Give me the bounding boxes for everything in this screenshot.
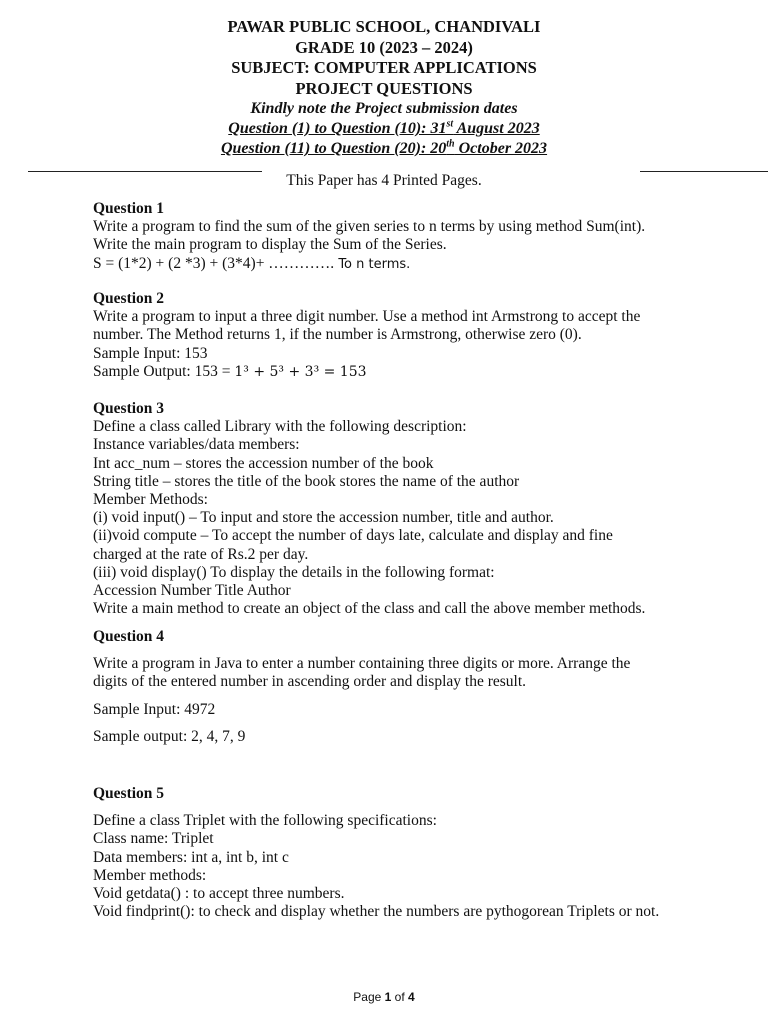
question-2-heading: Question 2 [93,290,165,307]
question-3-line: (iii) void display() To display the details in the following format: [93,563,495,581]
question-1-line: Write the main program to display the Sum of the Series. [93,236,447,254]
question-3-line: charged at the rate of Rs.2 per day. [93,545,309,563]
question-5-line: Void findprint(): to check and display whether the numbers are pythogorean Triplets or not. [93,903,660,921]
question-4-sample-input: Sample Input: 4972 [93,700,216,718]
page-footer [0,990,768,1004]
question-4 [93,628,753,746]
series-expression: S = (1*2) + (2 *3) + (3*4)+ …………. [93,254,335,272]
question-4-line: Write a program in Java to enter a number containing three digits or more. Arrange the [93,655,631,673]
school-name: PAWAR PUBLIC SCHOOL, CHANDIVALI [227,17,541,36]
question-3 [93,400,753,618]
question-2-sample-input: Sample Input: 153 [93,344,208,362]
question-3-line: Instance variables/data members: [93,436,300,454]
grade-line: GRADE 10 (2023 – 2024) [295,37,473,57]
question-2-line: number. The Method returns 1, if the number is Armstrong, otherwise zero (0). [93,326,582,344]
question-4-sample-output: Sample output: 2, 4, 7, 9 [93,727,246,745]
date2-prefix: Question (11) to Question (20): 20 [220,140,447,157]
question-5-line: Member methods: [93,866,207,884]
question-3-line: (i) void input() – To input and store the accession number, title and author. [93,509,554,527]
question-3-line: Accession Number Title Author [93,582,291,600]
subject-line: SUBJECT: COMPUTER APPLICATIONS [231,58,537,77]
document-header [0,17,768,159]
question-5-heading: Question 5 [93,785,165,802]
question-5-line: Define a class Triplet with the following specifications: [93,812,437,830]
submission-note: Kindly note the Project submission dates [250,100,518,117]
date1-prefix: Question (1) to Question (10): 31 [228,120,447,137]
question-2-sample-output [93,363,753,381]
question-3-line: (ii)void compute – To accept the number of days late, calculate and display and fine [93,527,613,545]
question-5-line: Class name: Triplet [93,830,214,848]
printed-pages-note: This Paper has 4 Printed Pages. [286,172,482,189]
question-1-series [93,255,753,274]
question-3-heading: Question 3 [93,400,165,417]
question-1-line: Write a program to find the sum of the given series to n terms by using method Sum(int). [93,218,646,236]
page-of-label: of [391,990,409,1004]
date2-suffix: October 2023 [454,140,548,157]
question-5-line: Data members: int a, int b, int c [93,848,289,866]
question-3-line: Define a class called Library with the following description: [93,418,467,436]
question-4-line: digits of the entered number in ascending order and display the result. [93,673,527,691]
date1-suffix: August 2023 [453,120,540,137]
question-2-line: Write a program to input a three digit number. Use a method int Armstrong to accept the [93,308,641,326]
question-3-line: Int acc_num – stores the accession number of the book [93,454,434,472]
sample-output-label: Sample Output: 153 = [93,362,235,380]
submission-date-1 [0,119,768,139]
question-4-heading: Question 4 [93,628,165,645]
question-3-line: String title – stores the title of the book stores the name of the author [93,472,520,490]
series-terms: To n terms. [334,256,411,272]
date2-sup: th [446,138,455,150]
submission-date-2 [0,139,768,159]
question-1 [93,200,753,274]
sample-output-equation: 1³ + 5³ + 3³ = 153 [234,363,367,380]
question-3-line: Member Methods: [93,491,208,509]
question-1-heading: Question 1 [93,200,165,217]
title-line: PROJECT QUESTIONS [295,78,473,98]
page-number: 1 [384,990,392,1004]
date1-sup: st [446,118,454,130]
question-5 [93,785,753,921]
page-label: Page [353,990,385,1004]
page-total: 4 [408,990,415,1004]
question-2 [93,290,753,381]
question-5-line: Void getdata() : to accept three numbers. [93,885,345,903]
question-3-line: Write a main method to create an object of the class and call the above member methods. [93,600,646,618]
